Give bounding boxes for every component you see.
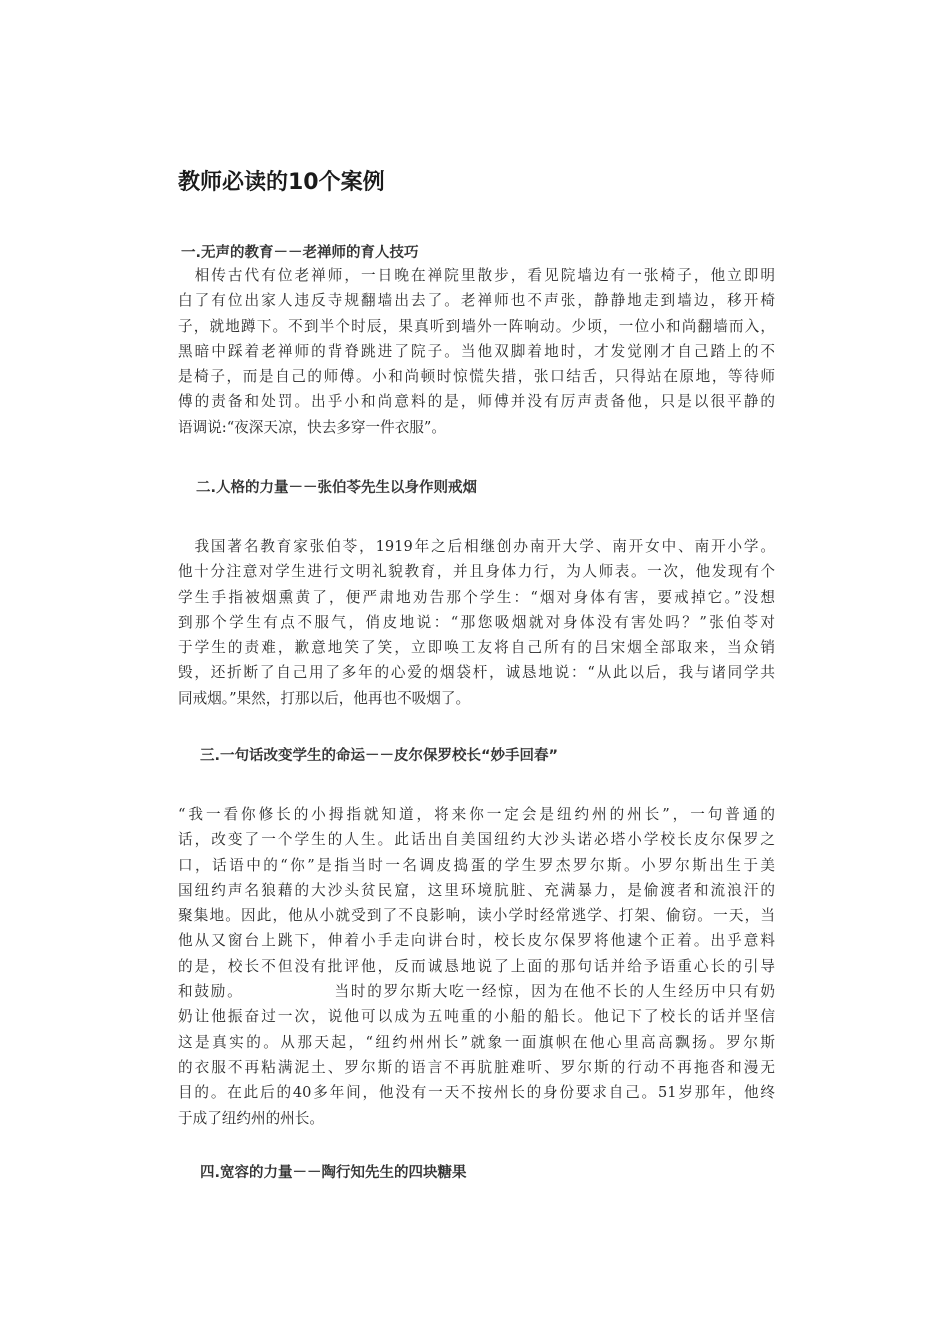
text-line: 和鼓励。 当时的罗尔斯大吃一经惊，因为在他不长的人生经历中只有奶 xyxy=(178,983,775,1001)
section-4-heading: 四.宽容的力量－－陶行知先生的四块糖果 xyxy=(200,1165,467,1181)
text-line: 子，就地蹲下。不到半个时辰，果真听到墙外一阵响动。少顷，一位小和尚翻墙而入， xyxy=(178,317,775,335)
section-2-paragraph xyxy=(178,534,775,711)
text-line: 同戒烟。”果然，打那以后，他再也不吸烟了。 xyxy=(178,689,471,707)
text-line: 白了有位出家人违反寺规翻墙出去了。老禅师也不声张，静静地走到墙边，移开椅 xyxy=(178,292,775,310)
text-line: “我一看你修长的小拇指就知道，将来你一定会是纽约州的州长”，一句普通的 xyxy=(178,806,775,823)
text-line: 到那个学生有点不服气，俏皮地说：“那您吸烟就对身体没有害处吗？”张伯苓对 xyxy=(178,613,775,631)
text-line: 我国著名教育家张伯苓，1919年之后相继创办南开大学、南开女中、南开小学。 xyxy=(178,538,775,555)
text-line: 黑暗中踩着老禅师的背脊跳进了院子。当他双脚着地时，才发觉刚才自己踏上的不 xyxy=(178,342,775,360)
text-line: 话，改变了一个学生的人生。此话出自美国纽约大沙头诺必塔小学校长皮尔保罗之 xyxy=(178,831,775,849)
section-1-heading: 一.无声的教育－－老禅师的育人技巧 xyxy=(181,245,419,261)
text-line: 这是真实的。从那天起，“纽约州州长”就象一面旗帜在他心里高高飘扬。罗尔斯 xyxy=(178,1033,775,1051)
text-line: 相传古代有位老禅师，一日晚在禅院里散步，看见院墙边有一张椅子，他立即明 xyxy=(178,267,775,284)
text-line: 目的。在此后的40多年间，他没有一天不按州长的身份要求自己。51岁那年，他终 xyxy=(178,1084,775,1102)
text-line: 于学生的责难，歉意地笑了笑，立即唤工友将自己所有的吕宋烟全部取来，当众销 xyxy=(178,639,775,657)
text-line: 学生手指被烟熏黄了，便严肃地劝告那个学生：“烟对身体有害，要戒掉它。”没想 xyxy=(178,588,775,606)
document-title: 教师必读的10个案例 xyxy=(178,170,385,195)
text-line: 奶让他振奋过一次，说他可以成为五吨重的小船的船长。他记下了校长的话并坚信 xyxy=(178,1008,775,1026)
text-line: 语调说:“夜深天凉，快去多穿一件衣服”。 xyxy=(178,418,446,436)
text-line: 他从又窗台上跳下，伸着小手走向讲台时，校长皮尔保罗将他逮个正着。出乎意料 xyxy=(178,932,775,950)
section-1-paragraph xyxy=(178,263,775,440)
section-2-heading: 二.人格的力量－－张伯苓先生以身作则戒烟 xyxy=(196,480,478,496)
text-line: 傅的责备和处罚。出乎小和尚意料的是，师傅并没有厉声责备他，只是以很平静的 xyxy=(178,393,775,411)
text-line: 他十分注意对学生进行文明礼貌教育，并且身体力行，为人师表。一次，他发现有个 xyxy=(178,563,775,581)
section-3-paragraph xyxy=(178,802,775,1131)
text-line: 聚集地。因此，他从小就受到了不良影响，读小学时经常逃学、打架、偷窃。一天，当 xyxy=(178,907,775,925)
section-3-heading: 三.一句话改变学生的命运－－皮尔保罗校长“妙手回春” xyxy=(200,748,559,764)
text-line: 是椅子，而是自己的师傅。小和尚顿时惊慌失措，张口结舌，只得站在原地，等待师 xyxy=(178,368,775,386)
text-line: 的是，校长不但没有批评他，反而诚恳地说了上面的那句话并给予语重心长的引导 xyxy=(178,957,775,975)
text-line: 国纽约声名狼藉的大沙头贫民窟，这里环境肮脏、充满暴力，是偷渡者和流浪汗的 xyxy=(178,881,775,899)
text-line: 毁，还折断了自己用了多年的心爱的烟袋杆，诚恳地说：“从此以后，我与诸同学共 xyxy=(178,664,775,682)
text-line: 的衣服不再粘满泥土、罗尔斯的语言不再肮脏难听、罗尔斯的行动不再拖沓和漫无 xyxy=(178,1058,775,1076)
text-line: 口，话语中的“你”是指当时一名调皮捣蛋的学生罗杰罗尔斯。小罗尔斯出生于美 xyxy=(178,856,775,874)
text-line: 于成了纽约州的州长。 xyxy=(178,1109,324,1127)
